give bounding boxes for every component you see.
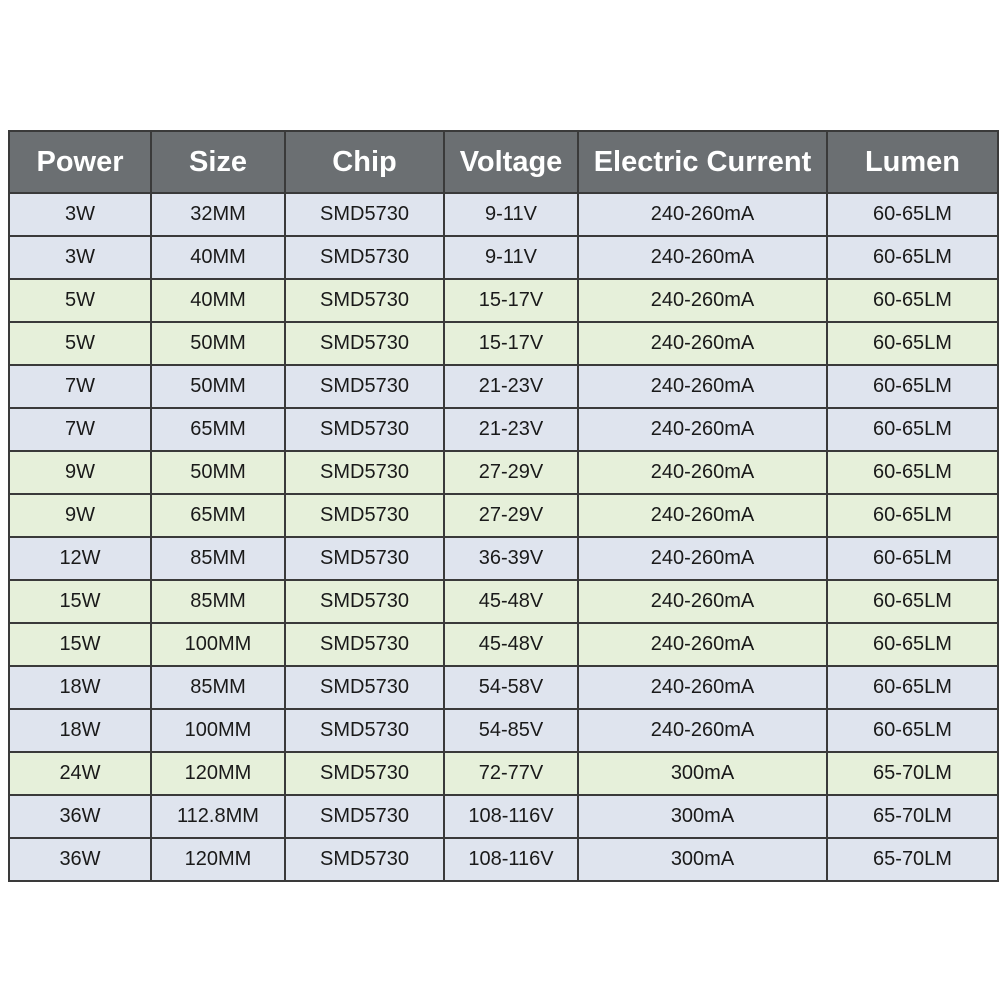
cell-voltage: 72-77V bbox=[444, 752, 578, 795]
cell-chip: SMD5730 bbox=[285, 666, 444, 709]
spec-table bbox=[8, 130, 999, 882]
cell-electric-current: 240-260mA bbox=[578, 408, 827, 451]
cell-chip: SMD5730 bbox=[285, 580, 444, 623]
table-row bbox=[9, 537, 998, 580]
cell-voltage: 15-17V bbox=[444, 279, 578, 322]
cell-voltage: 36-39V bbox=[444, 537, 578, 580]
cell-chip: SMD5730 bbox=[285, 838, 444, 881]
table-row bbox=[9, 408, 998, 451]
cell-voltage: 54-58V bbox=[444, 666, 578, 709]
cell-size: 85MM bbox=[151, 666, 285, 709]
table-row bbox=[9, 365, 998, 408]
table-row bbox=[9, 193, 998, 236]
cell-electric-current: 240-260mA bbox=[578, 580, 827, 623]
cell-chip: SMD5730 bbox=[285, 623, 444, 666]
cell-size: 40MM bbox=[151, 236, 285, 279]
table-row bbox=[9, 494, 998, 537]
column-header-chip: Chip bbox=[285, 131, 444, 193]
cell-chip: SMD5730 bbox=[285, 709, 444, 752]
cell-electric-current: 240-260mA bbox=[578, 666, 827, 709]
table-row bbox=[9, 666, 998, 709]
cell-voltage: 9-11V bbox=[444, 236, 578, 279]
cell-lumen: 60-65LM bbox=[827, 193, 998, 236]
cell-chip: SMD5730 bbox=[285, 279, 444, 322]
cell-electric-current: 240-260mA bbox=[578, 623, 827, 666]
cell-electric-current: 240-260mA bbox=[578, 709, 827, 752]
header-row bbox=[9, 131, 998, 193]
table-body bbox=[9, 193, 998, 881]
cell-lumen: 60-65LM bbox=[827, 451, 998, 494]
cell-power: 36W bbox=[9, 795, 151, 838]
cell-lumen: 60-65LM bbox=[827, 408, 998, 451]
cell-power: 9W bbox=[9, 451, 151, 494]
cell-lumen: 60-65LM bbox=[827, 279, 998, 322]
cell-power: 7W bbox=[9, 365, 151, 408]
cell-power: 36W bbox=[9, 838, 151, 881]
cell-lumen: 60-65LM bbox=[827, 623, 998, 666]
cell-power: 3W bbox=[9, 193, 151, 236]
cell-voltage: 15-17V bbox=[444, 322, 578, 365]
table-row bbox=[9, 322, 998, 365]
cell-electric-current: 300mA bbox=[578, 795, 827, 838]
cell-size: 32MM bbox=[151, 193, 285, 236]
cell-lumen: 60-65LM bbox=[827, 537, 998, 580]
cell-chip: SMD5730 bbox=[285, 236, 444, 279]
cell-chip: SMD5730 bbox=[285, 795, 444, 838]
cell-voltage: 21-23V bbox=[444, 408, 578, 451]
cell-power: 9W bbox=[9, 494, 151, 537]
cell-lumen: 60-65LM bbox=[827, 236, 998, 279]
cell-chip: SMD5730 bbox=[285, 494, 444, 537]
cell-power: 15W bbox=[9, 623, 151, 666]
cell-chip: SMD5730 bbox=[285, 451, 444, 494]
cell-chip: SMD5730 bbox=[285, 752, 444, 795]
cell-size: 85MM bbox=[151, 580, 285, 623]
column-header-size: Size bbox=[151, 131, 285, 193]
cell-lumen: 60-65LM bbox=[827, 322, 998, 365]
cell-chip: SMD5730 bbox=[285, 408, 444, 451]
cell-power: 3W bbox=[9, 236, 151, 279]
cell-power: 5W bbox=[9, 322, 151, 365]
table-row bbox=[9, 279, 998, 322]
cell-voltage: 108-116V bbox=[444, 795, 578, 838]
cell-electric-current: 240-260mA bbox=[578, 537, 827, 580]
cell-electric-current: 240-260mA bbox=[578, 494, 827, 537]
cell-electric-current: 300mA bbox=[578, 752, 827, 795]
cell-electric-current: 240-260mA bbox=[578, 193, 827, 236]
cell-power: 18W bbox=[9, 666, 151, 709]
cell-lumen: 60-65LM bbox=[827, 580, 998, 623]
cell-size: 112.8MM bbox=[151, 795, 285, 838]
cell-chip: SMD5730 bbox=[285, 322, 444, 365]
cell-size: 100MM bbox=[151, 623, 285, 666]
table-row bbox=[9, 236, 998, 279]
column-header-lumen: Lumen bbox=[827, 131, 998, 193]
column-header-power: Power bbox=[9, 131, 151, 193]
cell-lumen: 65-70LM bbox=[827, 795, 998, 838]
column-header-voltage: Voltage bbox=[444, 131, 578, 193]
cell-size: 50MM bbox=[151, 451, 285, 494]
cell-power: 7W bbox=[9, 408, 151, 451]
cell-size: 50MM bbox=[151, 365, 285, 408]
cell-size: 65MM bbox=[151, 408, 285, 451]
table-row bbox=[9, 580, 998, 623]
cell-size: 100MM bbox=[151, 709, 285, 752]
cell-electric-current: 240-260mA bbox=[578, 236, 827, 279]
cell-voltage: 9-11V bbox=[444, 193, 578, 236]
cell-voltage: 45-48V bbox=[444, 623, 578, 666]
cell-chip: SMD5730 bbox=[285, 537, 444, 580]
cell-lumen: 60-65LM bbox=[827, 365, 998, 408]
cell-electric-current: 240-260mA bbox=[578, 451, 827, 494]
table-header bbox=[9, 131, 998, 193]
cell-lumen: 60-65LM bbox=[827, 709, 998, 752]
cell-power: 24W bbox=[9, 752, 151, 795]
cell-power: 15W bbox=[9, 580, 151, 623]
cell-lumen: 60-65LM bbox=[827, 494, 998, 537]
cell-voltage: 54-85V bbox=[444, 709, 578, 752]
cell-lumen: 60-65LM bbox=[827, 666, 998, 709]
cell-size: 120MM bbox=[151, 752, 285, 795]
cell-electric-current: 240-260mA bbox=[578, 279, 827, 322]
table-row bbox=[9, 752, 998, 795]
cell-size: 40MM bbox=[151, 279, 285, 322]
cell-voltage: 45-48V bbox=[444, 580, 578, 623]
cell-lumen: 65-70LM bbox=[827, 752, 998, 795]
column-header-electric-current: Electric Current bbox=[578, 131, 827, 193]
table-row bbox=[9, 795, 998, 838]
cell-electric-current: 300mA bbox=[578, 838, 827, 881]
cell-power: 5W bbox=[9, 279, 151, 322]
cell-lumen: 65-70LM bbox=[827, 838, 998, 881]
cell-power: 18W bbox=[9, 709, 151, 752]
cell-size: 85MM bbox=[151, 537, 285, 580]
cell-voltage: 108-116V bbox=[444, 838, 578, 881]
cell-chip: SMD5730 bbox=[285, 365, 444, 408]
cell-power: 12W bbox=[9, 537, 151, 580]
cell-size: 50MM bbox=[151, 322, 285, 365]
cell-voltage: 21-23V bbox=[444, 365, 578, 408]
cell-size: 65MM bbox=[151, 494, 285, 537]
cell-voltage: 27-29V bbox=[444, 451, 578, 494]
cell-electric-current: 240-260mA bbox=[578, 322, 827, 365]
table-row bbox=[9, 709, 998, 752]
table-row bbox=[9, 451, 998, 494]
cell-voltage: 27-29V bbox=[444, 494, 578, 537]
table-row bbox=[9, 838, 998, 881]
table-row bbox=[9, 623, 998, 666]
cell-chip: SMD5730 bbox=[285, 193, 444, 236]
cell-size: 120MM bbox=[151, 838, 285, 881]
cell-electric-current: 240-260mA bbox=[578, 365, 827, 408]
